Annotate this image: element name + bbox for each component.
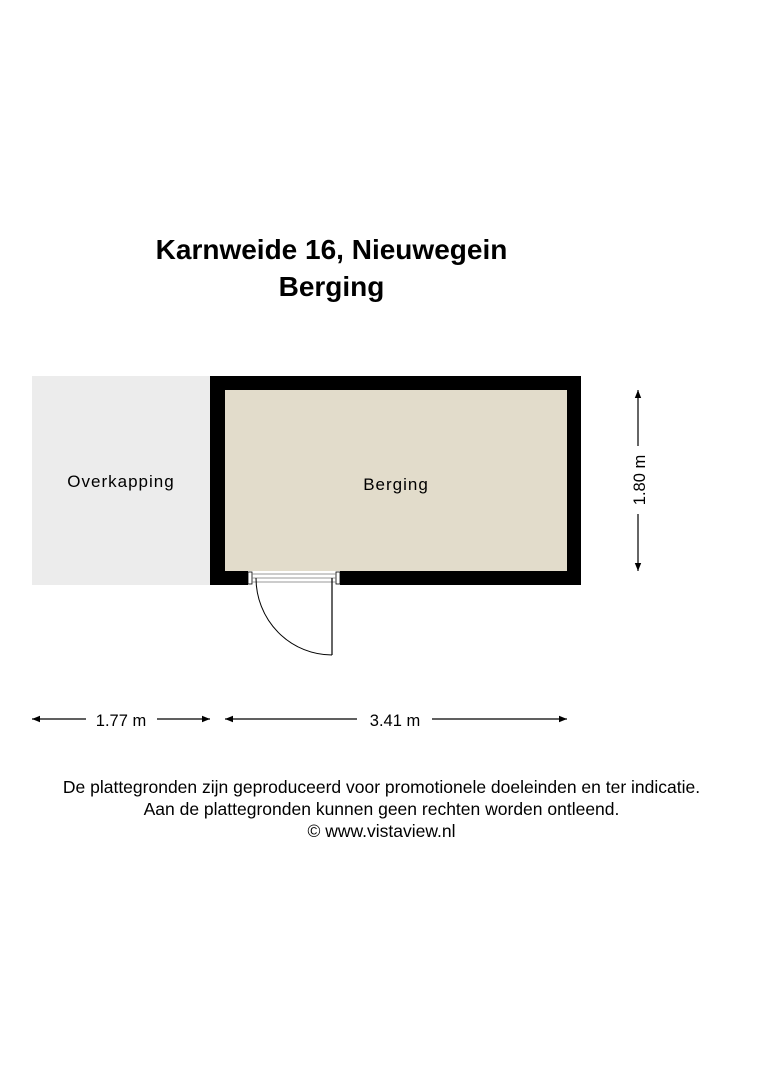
dimension-storage-width <box>225 712 567 730</box>
copyright-line: © www.vistaview.nl <box>307 821 456 841</box>
disclaimer-line-2: Aan de plattegronden kunnen geen rechten worden ontleend. <box>143 799 620 819</box>
door <box>248 571 340 655</box>
storage-room-label: Berging <box>363 475 429 494</box>
dimension-depth <box>631 390 649 571</box>
dimension-covered-width-label: 1.77 m <box>95 712 147 730</box>
dimension-covered-width <box>32 712 210 730</box>
covered-area-label: Overkapping <box>67 472 175 491</box>
dimension-depth-label: 1.80 m <box>631 454 649 506</box>
dimension-storage-width-label: 3.41 m <box>369 712 421 730</box>
plan-title-address: Karnweide 16, Nieuwegein <box>155 234 508 265</box>
disclaimer-line-1: De plattegronden zijn geproduceerd voor promotionele doeleinden en ter indicatie. <box>62 777 701 797</box>
plan-title-floor: Berging <box>278 271 385 302</box>
